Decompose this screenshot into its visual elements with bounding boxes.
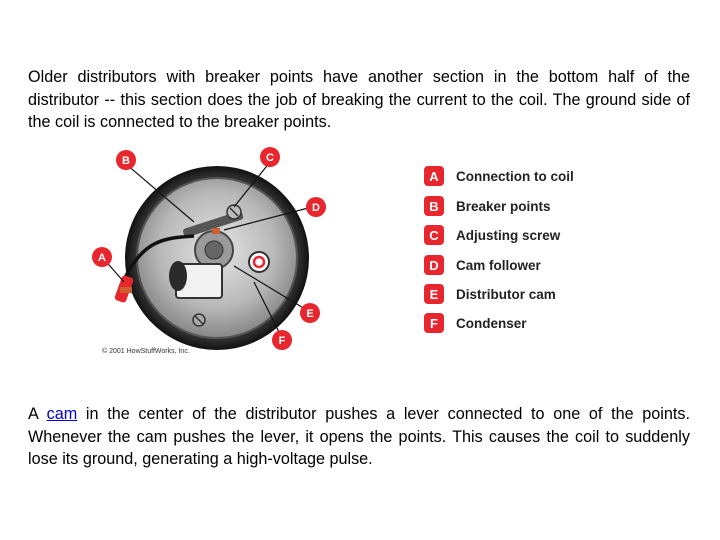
legend-item-c <box>424 225 560 245</box>
legend-letter: C <box>424 225 444 245</box>
points-contact <box>212 228 220 234</box>
legend-letter: F <box>424 313 444 333</box>
legend-item-b <box>424 196 551 216</box>
callout-a: A <box>98 252 106 264</box>
callout-c: C <box>266 152 274 164</box>
legend-label: Distributor cam <box>456 286 556 302</box>
cam-link[interactable]: cam <box>46 405 78 423</box>
legend-label: Breaker points <box>456 198 551 214</box>
legend-label: Connection to coil <box>456 168 574 184</box>
callout-f: F <box>278 335 286 347</box>
legend-label: Adjusting screw <box>456 227 561 243</box>
copyright-notice: © 2001 HowStuffWorks, Inc. <box>102 348 190 355</box>
legend-item-f <box>424 313 527 333</box>
callout-d: D <box>312 202 320 214</box>
distributor-diagram <box>84 142 604 364</box>
callout-b: B <box>122 155 130 167</box>
outro-prefix: A <box>28 405 47 423</box>
legend-label: Condenser <box>456 315 527 331</box>
legend-label: Cam follower <box>456 257 541 273</box>
intro-paragraph: Older distributors with breaker points have another section in the bottom half of the distributor -- this section does the job of breaking the current to the coil. The ground side of the coil is connected to the breaker points. <box>28 68 690 131</box>
legend-letter: B <box>424 196 444 216</box>
legend-item-a <box>424 166 574 186</box>
legend-item-e <box>424 284 556 304</box>
legend-letter: D <box>424 255 444 275</box>
callout-e: E <box>306 308 314 320</box>
legend-letter: A <box>424 166 444 186</box>
outro-suffix: in the center of the distributor pushes a lever connected to one of the points. Whenever the cam pushes the lever, it opens the points. This causes the coil to suddenly lose its ground, generating a high-voltage pulse. <box>28 405 690 468</box>
outro-paragraph <box>28 403 690 471</box>
legend-letter: E <box>424 284 444 304</box>
legend-item-d <box>424 255 541 275</box>
